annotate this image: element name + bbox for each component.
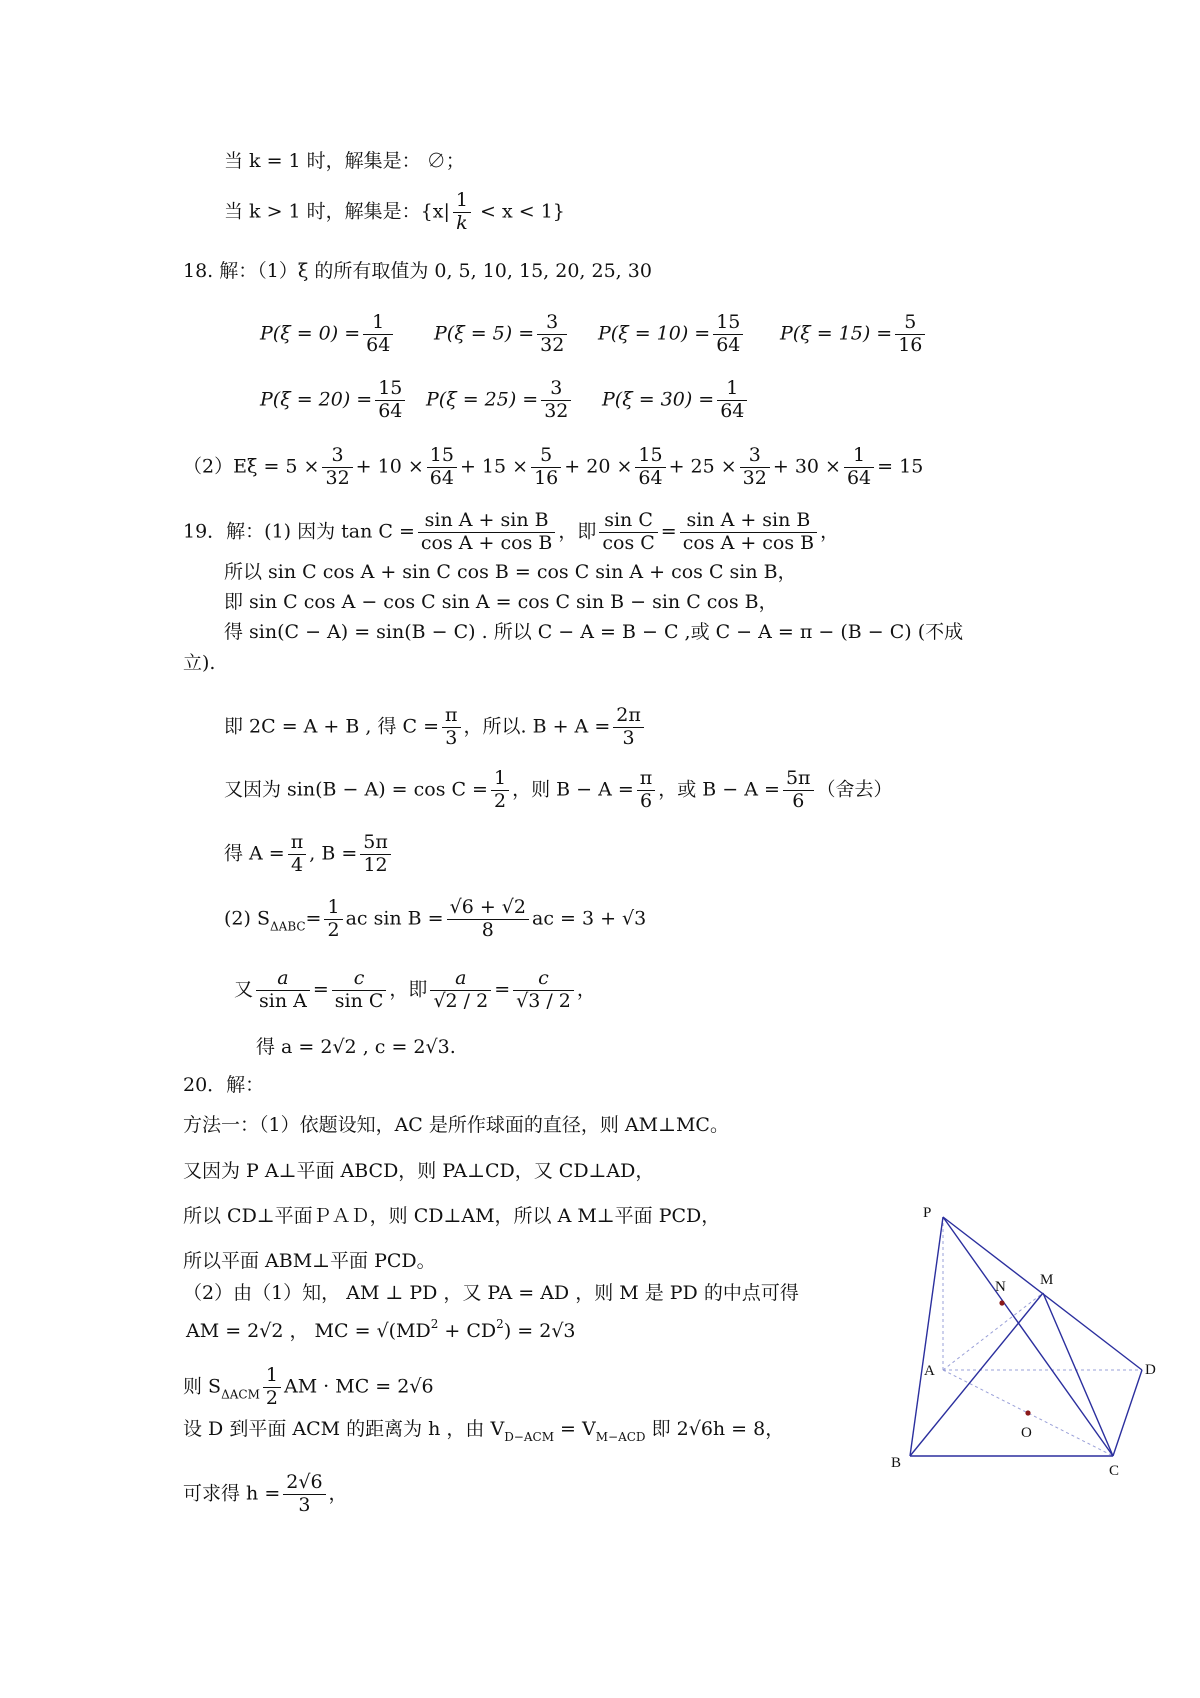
q18-heading: 18. 解：（1）ξ 的所有取值为 0, 5, 10, 15, 20, 25, 30 xyxy=(183,260,652,282)
label-n: N xyxy=(995,1279,1006,1295)
q20-line-2: 又因为 P A⊥平面 ABCD，则 PA⊥CD，又 CD⊥AD， xyxy=(183,1160,655,1182)
denominator: 16 xyxy=(898,333,923,356)
text: + 15 × xyxy=(459,455,529,478)
denominator: sin C xyxy=(334,989,384,1012)
numerator: 15 xyxy=(713,312,743,335)
denominator: √3 / 2 xyxy=(516,989,571,1012)
denominator: 64 xyxy=(429,466,454,489)
denominator: 8 xyxy=(481,918,494,941)
text: 即 2C = A + B , 得 C = xyxy=(224,715,440,738)
text: AM = 2√2 ， MC = √(MD xyxy=(186,1320,431,1342)
label-m: M xyxy=(1040,1272,1054,1288)
text: ac = 3 + √3 xyxy=(532,907,647,930)
point-n xyxy=(999,1300,1004,1305)
text: 又因为 sin(B − A) = cos C = xyxy=(224,778,488,801)
numerator: sin C xyxy=(599,510,657,533)
denominator: 64 xyxy=(716,333,741,356)
superscript: 2 xyxy=(430,1317,439,1331)
prob-xi-15 xyxy=(780,312,928,357)
numerator: 3 xyxy=(740,445,770,468)
denominator: 2 xyxy=(493,789,507,812)
denominator: 3 xyxy=(622,726,635,749)
text: AM · MC = 2√6 xyxy=(283,1375,434,1398)
numerator: 1 xyxy=(844,445,874,468)
fraction xyxy=(844,445,874,490)
prob-xi-10 xyxy=(598,312,746,357)
denominator: 2 xyxy=(265,1386,278,1409)
denominator: 64 xyxy=(638,466,663,489)
numerator: π xyxy=(637,768,656,791)
numerator: a xyxy=(430,968,491,991)
text: 当 k > 1 时，解集是：{x| xyxy=(224,200,450,223)
superscript: 2 xyxy=(496,1317,504,1331)
numerator: c xyxy=(332,968,387,991)
q19-sine-rule-line xyxy=(234,968,596,1013)
numerator: 5π xyxy=(360,832,391,855)
denominator: 16 xyxy=(534,466,559,489)
text: ， xyxy=(328,1482,348,1505)
numerator: 3 xyxy=(541,378,571,401)
numerator: 5 xyxy=(531,445,561,468)
numerator: 5 xyxy=(895,312,925,335)
q20-line-4: 所以平面 ABM⊥平面 PCD。 xyxy=(183,1250,436,1272)
q19-line-8 xyxy=(224,832,394,877)
numerator: 1 xyxy=(717,378,747,401)
fraction xyxy=(895,312,925,357)
q20-line-1: 方法一：（1）依题设知，AC 是所作球面的直径，则 AM⊥MC。 xyxy=(183,1114,729,1136)
case-k-equals-1: 当 k = 1 时，解集是： ∅； xyxy=(224,150,465,172)
prob-xi-5 xyxy=(434,312,570,357)
text: ， xyxy=(820,520,840,543)
edge-cd xyxy=(1113,1370,1142,1456)
fraction xyxy=(513,968,574,1013)
text: = 15 xyxy=(877,455,924,478)
denominator: 32 xyxy=(325,466,350,489)
numerator: 15 xyxy=(427,445,457,468)
fraction xyxy=(491,768,509,813)
numerator: a xyxy=(256,968,310,991)
q19-line-4: 得 sin(C − A) = sin(B − C) . 所以 C − A = B − C ,或 C − A = π − (B − C) (不成 xyxy=(224,621,964,643)
label: P(ξ = 20) = xyxy=(260,388,373,411)
fraction xyxy=(531,445,561,490)
text: 得 A = xyxy=(224,842,285,865)
fraction xyxy=(635,445,665,490)
subscript: M−ACD xyxy=(595,1430,646,1444)
subscript: ΔACM xyxy=(221,1387,260,1402)
subscript: ΔABC xyxy=(269,919,306,934)
denominator: 32 xyxy=(742,466,767,489)
text: , B = xyxy=(309,842,358,865)
fraction xyxy=(637,768,656,813)
fraction xyxy=(322,445,352,490)
q19-result: 得 a = 2√2 , c = 2√3. xyxy=(256,1036,456,1058)
fraction xyxy=(680,510,817,555)
q20-line-3: 所以 CD⊥平面ＰＡＤ，则 CD⊥AM，所以 A M⊥平面 PCD， xyxy=(183,1205,721,1227)
numerator: 3 xyxy=(537,312,567,335)
pyramid-diagram xyxy=(880,1190,1170,1480)
q20-line-6 xyxy=(186,1318,576,1341)
text: = xyxy=(494,978,511,1001)
fraction xyxy=(740,445,770,490)
text: + 20 × xyxy=(564,455,633,478)
q20-line-9 xyxy=(183,1472,348,1517)
q19-first-line xyxy=(183,510,839,555)
denominator: sin A xyxy=(259,989,307,1012)
fraction xyxy=(537,312,567,357)
denominator: 32 xyxy=(540,333,565,356)
numerator: 1 xyxy=(324,897,342,920)
numerator: sin A + sin B xyxy=(680,510,817,533)
text: + 30 × xyxy=(772,455,841,478)
denominator: 32 xyxy=(544,399,569,422)
fraction xyxy=(783,768,814,813)
q19-line-5: 立). xyxy=(183,652,216,674)
text: + 10 × xyxy=(355,455,424,478)
numerator: 1 xyxy=(453,190,471,213)
q19-line-6 xyxy=(224,705,647,750)
denominator: 64 xyxy=(366,333,391,356)
q19-area-line xyxy=(224,897,646,942)
denominator: cos A + cos B xyxy=(420,531,553,554)
text: ，或 B − A = xyxy=(658,778,780,801)
label-a: A xyxy=(924,1363,935,1379)
numerator: π xyxy=(288,832,307,855)
edge-pc xyxy=(943,1217,1113,1456)
fraction xyxy=(599,510,657,555)
denominator: 64 xyxy=(378,399,403,422)
text: + CD xyxy=(438,1320,497,1342)
text: ，则 B − A = xyxy=(512,778,634,801)
text: = V xyxy=(554,1418,596,1440)
q20-line-5: （2）由（1）知， AM ⊥ PD ，又 PA = AD ，则 M 是 PD 的中点可得 xyxy=(183,1282,799,1304)
numerator: 3 xyxy=(322,445,352,468)
denominator: cos A + cos B xyxy=(682,531,815,554)
text: ) = 2√3 xyxy=(503,1320,576,1342)
prob-xi-20 xyxy=(260,378,408,423)
denominator: 12 xyxy=(363,853,388,876)
text: ，即 xyxy=(389,978,428,1001)
fraction xyxy=(447,897,529,942)
edge-mc xyxy=(1043,1293,1113,1456)
denominator: √2 / 2 xyxy=(433,989,489,1012)
text: ， xyxy=(576,978,596,1001)
fraction xyxy=(363,312,393,357)
numerator: 1 xyxy=(263,1365,281,1388)
numerator: 2√6 xyxy=(283,1472,325,1495)
text: （2）Eξ = 5 × xyxy=(183,455,320,478)
q19-line-7 xyxy=(224,768,893,813)
numerator: sin A + sin B xyxy=(418,510,555,533)
fraction xyxy=(332,968,387,1013)
text: = xyxy=(660,520,677,543)
label: P(ξ = 15) = xyxy=(780,322,893,345)
denominator: 3 xyxy=(445,726,458,749)
subscript: D−ACM xyxy=(504,1430,554,1444)
label-p: P xyxy=(923,1205,932,1221)
text: 则 S xyxy=(183,1375,222,1398)
label-b: B xyxy=(891,1455,902,1471)
prob-xi-0 xyxy=(260,312,396,357)
fraction xyxy=(375,378,405,423)
denominator: 64 xyxy=(720,399,745,422)
edge-pb xyxy=(910,1217,943,1456)
denominator: k xyxy=(456,211,468,234)
fraction xyxy=(453,190,471,235)
dashed-lines xyxy=(943,1217,1142,1456)
denominator: 64 xyxy=(846,466,872,489)
denominator: cos C xyxy=(602,531,655,554)
text: 即 2√6h = 8， xyxy=(645,1418,785,1440)
fraction xyxy=(324,897,342,942)
edge-am xyxy=(943,1293,1043,1370)
fraction xyxy=(263,1365,281,1410)
label-c: C xyxy=(1109,1463,1120,1479)
numerator: 1 xyxy=(363,312,393,335)
label: P(ξ = 30) = xyxy=(602,388,715,411)
text: = xyxy=(312,978,329,1001)
label: P(ξ = 0) = xyxy=(260,322,361,345)
text: < x < 1} xyxy=(473,200,565,223)
q20-line-7 xyxy=(183,1365,434,1410)
text: = xyxy=(305,907,322,930)
text: + 25 × xyxy=(668,455,737,478)
fraction xyxy=(283,1472,325,1517)
text: ，所以. B + A = xyxy=(463,715,611,738)
q20-line-8 xyxy=(183,1420,784,1443)
q20-heading: 20．解： xyxy=(183,1074,265,1096)
label: P(ξ = 10) = xyxy=(598,322,711,345)
denominator: 4 xyxy=(290,853,304,876)
denominator: 2 xyxy=(327,918,340,941)
numerator: √6 + √2 xyxy=(447,897,529,920)
expectation-line xyxy=(183,445,923,490)
numerator: 15 xyxy=(635,445,665,468)
numerator: 15 xyxy=(375,378,405,401)
text: （舍去） xyxy=(816,778,893,801)
text: 设 D 到平面 ACM 的距离为 h ，由 V xyxy=(183,1418,505,1440)
fraction xyxy=(288,832,307,877)
fraction xyxy=(430,968,491,1013)
q19-line-3: 即 sin C cos A − cos C sin A = cos C sin B − sin C cos B， xyxy=(224,591,778,613)
fraction xyxy=(256,968,310,1013)
fraction xyxy=(360,832,391,877)
numerator: π xyxy=(442,705,461,728)
label: P(ξ = 5) = xyxy=(434,322,535,345)
denominator: 3 xyxy=(298,1493,311,1516)
numerator: 2π xyxy=(613,705,644,728)
label-d: D xyxy=(1145,1362,1156,1378)
prob-xi-30 xyxy=(602,378,750,423)
q19-line-2: 所以 sin C cos A + sin C cos B = cos C sin A + cos C sin B， xyxy=(224,561,797,583)
fraction xyxy=(541,378,571,423)
fraction xyxy=(418,510,555,555)
label-o: O xyxy=(1021,1425,1032,1441)
fraction xyxy=(427,445,457,490)
case-k-greater-1 xyxy=(224,190,565,235)
point-o xyxy=(1025,1410,1030,1415)
numerator: c xyxy=(513,968,574,991)
text: 可求得 h = xyxy=(183,1482,281,1505)
fraction xyxy=(717,378,747,423)
text: (2) S xyxy=(224,907,270,930)
denominator: 6 xyxy=(792,789,805,812)
fraction xyxy=(613,705,644,750)
text: ，即 xyxy=(558,520,597,543)
prob-xi-25 xyxy=(426,378,574,423)
fraction xyxy=(442,705,461,750)
numerator: 5π xyxy=(783,768,814,791)
solid-lines xyxy=(910,1217,1142,1456)
text: ac sin B = xyxy=(345,907,444,930)
text: 19．解：(1) 因为 tan C = xyxy=(183,520,415,543)
text: 又 xyxy=(234,978,254,1001)
numerator: 1 xyxy=(491,768,509,791)
label: P(ξ = 25) = xyxy=(426,388,539,411)
denominator: 6 xyxy=(639,789,653,812)
fraction xyxy=(713,312,743,357)
